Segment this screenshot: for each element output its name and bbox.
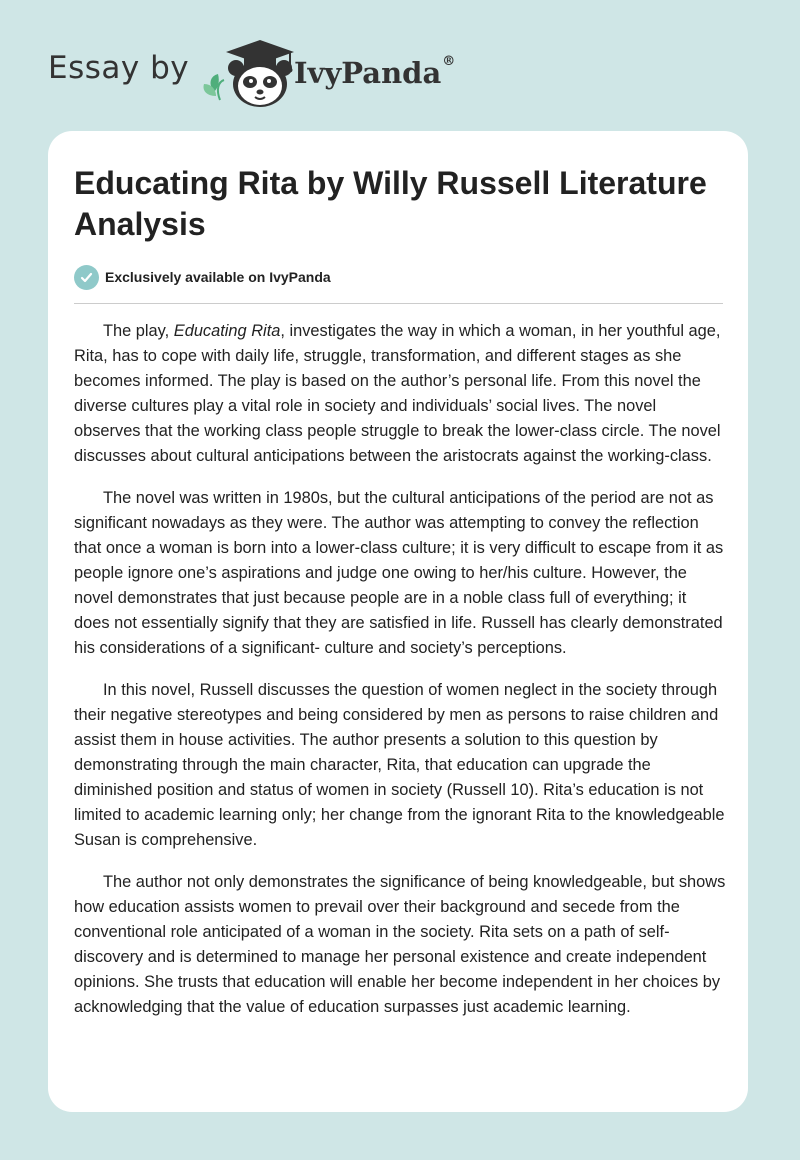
essay-title: Educating Rita by Willy Russell Literature Analysis [74, 165, 707, 242]
paragraph-2: The novel was written in 1980s, but the cultural anticipations of the period are not as significant nowadays as they were. The author was attempting to convey the reflection that once a woman is born into a lower-class culture; it is very difficult to escape from it as people ignore one’s aspirations and judge one owing to her/his culture. However, the novel demonstrates that just because people are in a noble class full of everything; it does not essentially signify that they are satisfied in life. Russell has clearly demonstrated his considerations of a significant- culture and society’s perceptions. [74, 489, 724, 657]
brand-name[interactable]: IvyPanda® [294, 54, 456, 90]
paragraph-3: In this novel, Russell discusses the question of women neglect in the society through their negative stereotypes and being considered by men as persons to raise children and assist them in house activities. The author presents a solution to this question by demonstrating through the main character, Rita, that education can upgrade the diminished position and status of women in society (Russell 10). Rita’s education is not limited to academic learning only; her change from the ignorant Rita to the knowledgeable Susan is comprehensive. [74, 681, 725, 849]
divider [74, 303, 723, 304]
check-circle-icon [74, 265, 99, 290]
essay-card [48, 131, 748, 1112]
essay-by-label: Essay by [48, 50, 190, 86]
panda-graduate-logo-icon[interactable] [200, 34, 300, 112]
registered-mark: ® [442, 54, 456, 69]
site-header [48, 34, 508, 114]
play-title-italic: Educating Rita [173, 322, 281, 340]
essay-body [74, 319, 726, 1037]
paragraph-4: The author not only demonstrates the significance of being knowledgeable, but shows how education assists women to prevail over their background and secede from the conventional role anticipated of a woman in the society. Rita sets on a path of self-discovery and is determined to manage her personal existence and create independent opinions. She trusts that education will enable her become independent in her choices by acknowledging that the value of education surpasses just academic learning. [74, 873, 726, 1016]
exclusive-label: Exclusively available on IvyPanda [105, 269, 331, 285]
exclusive-badge [74, 264, 331, 290]
paragraph-1: The play, Educating Rita, investigates the way in which a woman, in her youthful age, Rita, has to cope with daily life, struggle, transformation, and different stages as she becomes informed. The play is based on the author’s personal life. From this novel the diverse cultures play a vital role in society and individuals’ social lives. The novel observes that the working class people struggle to break the lower-class circle. The novel discusses about cultural anticipations between the aristocrats against the working-class. [74, 322, 721, 465]
